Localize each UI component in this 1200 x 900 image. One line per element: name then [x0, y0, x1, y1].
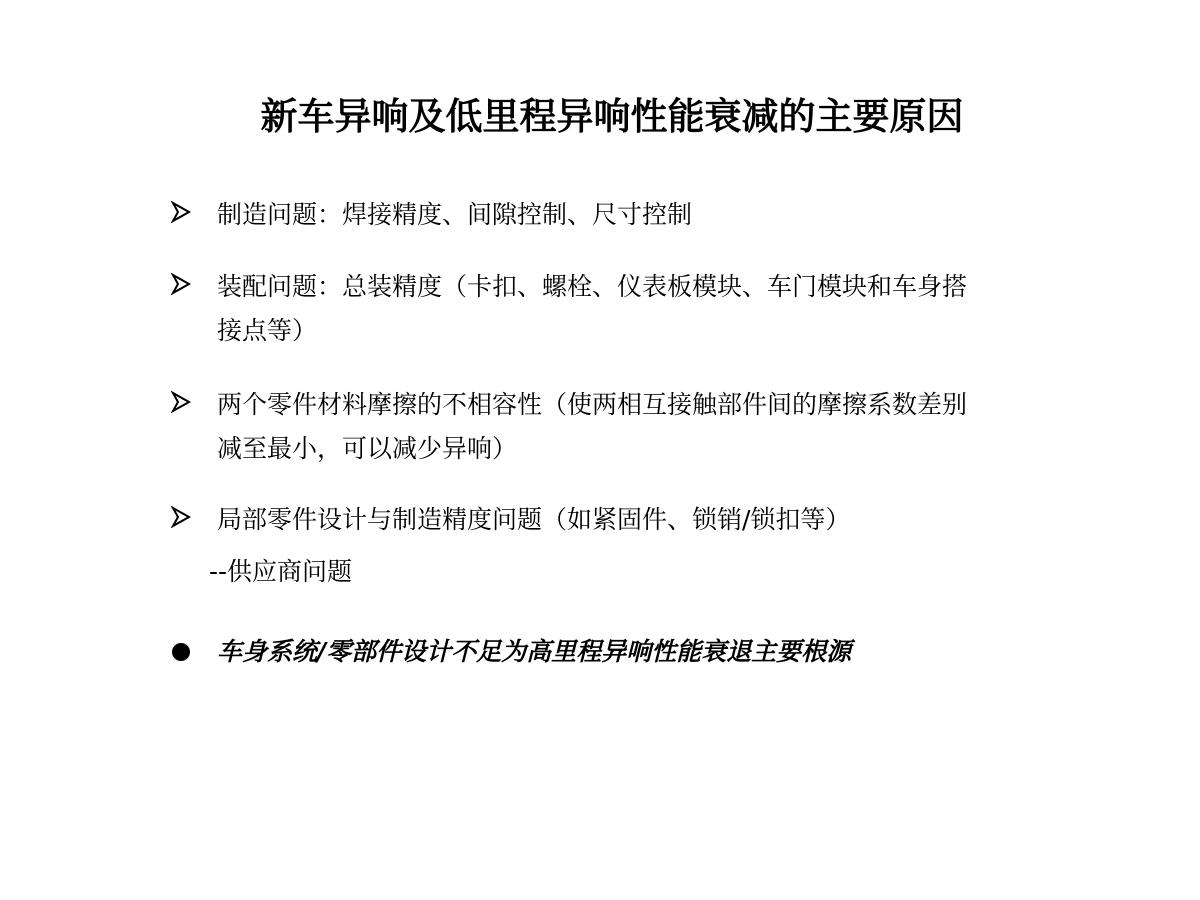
bullet-line: 制造问题：焊接精度、间隙控制、尺寸控制 — [217, 200, 693, 229]
bullet-line: 局部零件设计与制造精度问题（如紧固件、锁销/锁扣等） — [217, 505, 851, 534]
conclusion-text: 车身系统/零部件设计不足为高里程异响性能衰退主要根源 — [217, 637, 852, 666]
bullet-text — [217, 498, 1077, 542]
bullet-line: 减至最小，可以减少异响） — [217, 434, 518, 463]
supplier-note: --供应商问题 — [209, 557, 353, 586]
arrow-bullet-icon — [170, 201, 200, 231]
dot-bullet-icon — [172, 643, 190, 661]
bullet-line: 两个零件材料摩擦的不相容性（使两相互接触部件间的摩擦系数差别 — [217, 390, 968, 419]
bullet-text — [217, 265, 1077, 353]
bullet-text — [217, 383, 1077, 471]
slide-title: 新车异响及低里程异响性能衰减的主要原因 — [260, 95, 964, 138]
bullet-text — [217, 193, 1077, 237]
bullet-line: 装配问题：总装精度（卡扣、螺栓、仪表板模块、车门模块和车身搭 — [217, 272, 968, 301]
bullet-line: 接点等） — [217, 316, 318, 345]
arrow-bullet-icon — [170, 506, 200, 536]
arrow-bullet-icon — [170, 391, 200, 421]
arrow-bullet-icon — [170, 273, 200, 303]
